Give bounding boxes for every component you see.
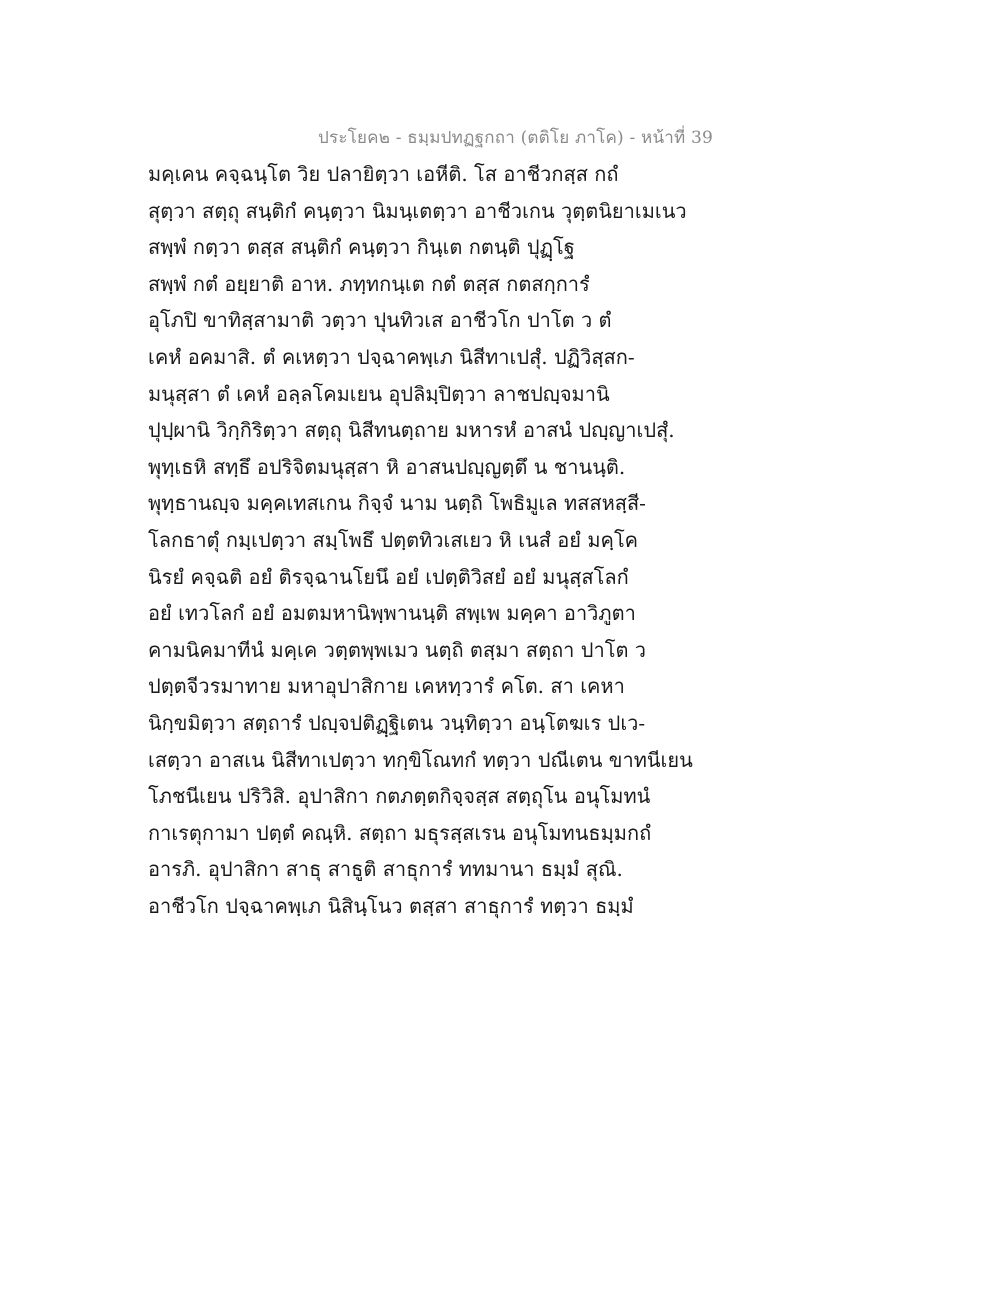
text-line: มนุสฺสา ตํ เคหํ อลฺลโคมเยน อุปลิมฺปิตฺวา ลาชปญฺจมานิ: [148, 381, 610, 406]
text-line: สุตฺวา สตฺถุ สนฺติกํ คนฺตฺวา นิมนฺเตตฺวา อาชีวเกน วุตฺตนิยาเมเนว: [148, 198, 687, 223]
text-line: นิกฺขมิตฺวา สตฺถารํ ปญฺจปติฏฺฐิเตน วนฺทิตฺวา อนฺโตฆเร ปเว-: [148, 710, 646, 735]
text-line: สพฺพํ กตํ อยฺยาติ อาห. ภทฺทกนฺเต กตํ ตสฺส กตสกฺการํ: [148, 271, 590, 296]
text-line: พุทฺธานญฺจ มคฺคเทสเกน กิจฺจํ นาม นตฺถิ โพธิมูเล ทสสหสฺสี-: [148, 491, 646, 516]
text-line: ปุปฺผานิ วิกฺกิริตฺวา สตฺถุ นิสีทนตฺถาย มหารหํ อาสนํ ปญฺญาเปสุํ.: [148, 418, 675, 443]
text-line: คามนิคมาทีนํ มคฺเค วตฺตพฺพเมว นตฺถิ ตสฺมา สตฺถา ปาโต ว: [148, 637, 647, 662]
text-line: ปตฺตจีวรมาทาย มหาอุปาสิกาย เคหทฺวารํ คโต. สา เคหา: [148, 674, 625, 699]
running-header: ประโยค๒ - ธมฺมปทฏฐกถา (ตติโย ภาโค) - หน้าที่ 39: [318, 128, 714, 148]
text-line: อุโภปิ ขาทิสฺสามาติ วตฺวา ปุนทิวเส อาชีวโก ปาโต ว ตํ: [148, 308, 612, 333]
text-line: โลกธาตุํ กมฺเปตฺวา สมฺโพธึ ปตฺตทิวเสเยว หิ เนสํ อยํ มคฺโค: [148, 527, 639, 552]
text-line: นิรยํ คจฺฉติ อยํ ติรจฺฉานโยนึ อยํ เปตฺติวิสยํ อยํ มนุสฺสโลกํ: [148, 564, 629, 589]
text-line: อยํ เทวโลกํ อยํ อมตมหานิพฺพานนฺติ สพฺเพ มคฺคา อาวิภูตา: [148, 601, 636, 626]
text-line: อาชีวโก ปจฺฉาคพฺเภ นิสินฺโนว ตสฺสา สาธุการํ ทตฺวา ธมฺมํ: [148, 893, 634, 918]
text-line: สพฺพํ กตฺวา ตสฺส สนฺติกํ คนฺตฺวา กินฺเต กตนฺติ ปุฏฺโฐ: [148, 235, 575, 260]
text-line: โภชนีเยน ปริวิสิ. อุปาสิกา กตภตฺตกิจฺจสฺส สตฺถุโน อนุโมทนํ: [148, 784, 651, 809]
text-line: กาเรตุกามา ปตฺตํ คณฺหิ. สตฺถา มธุรสฺสเรน อนุโมทนธมฺมกถํ: [148, 820, 652, 845]
text-line: พุทฺเธหิ สทฺธึ อปริจิตมนุสฺสา หิ อาสนปญฺญตฺตึ น ชานนฺติ.: [148, 454, 626, 479]
text-line: มคฺเคน คจฺฉนฺโต วิย ปลายิตฺวา เอหีติ. โส อาชีวกสฺส กถํ: [148, 162, 619, 186]
text-line: เสตฺวา อาสเน นิสีทาเปตฺวา ทกฺขิโณทกํ ทตฺวา ปณีเตน ขาทนีเยน: [148, 747, 693, 772]
text-line: อารภิ. อุปาสิกา สาธุ สาธูติ สาธุการํ ททมานา ธมฺมํ สุณิ.: [148, 857, 623, 882]
body-text: [148, 156, 708, 924]
text-line: เคหํ อคมาสิ. ตํ คเหตฺวา ปจฺฉาคพฺเภ นิสีทาเปสุํ. ปฏิวิสฺสก-: [148, 344, 635, 369]
